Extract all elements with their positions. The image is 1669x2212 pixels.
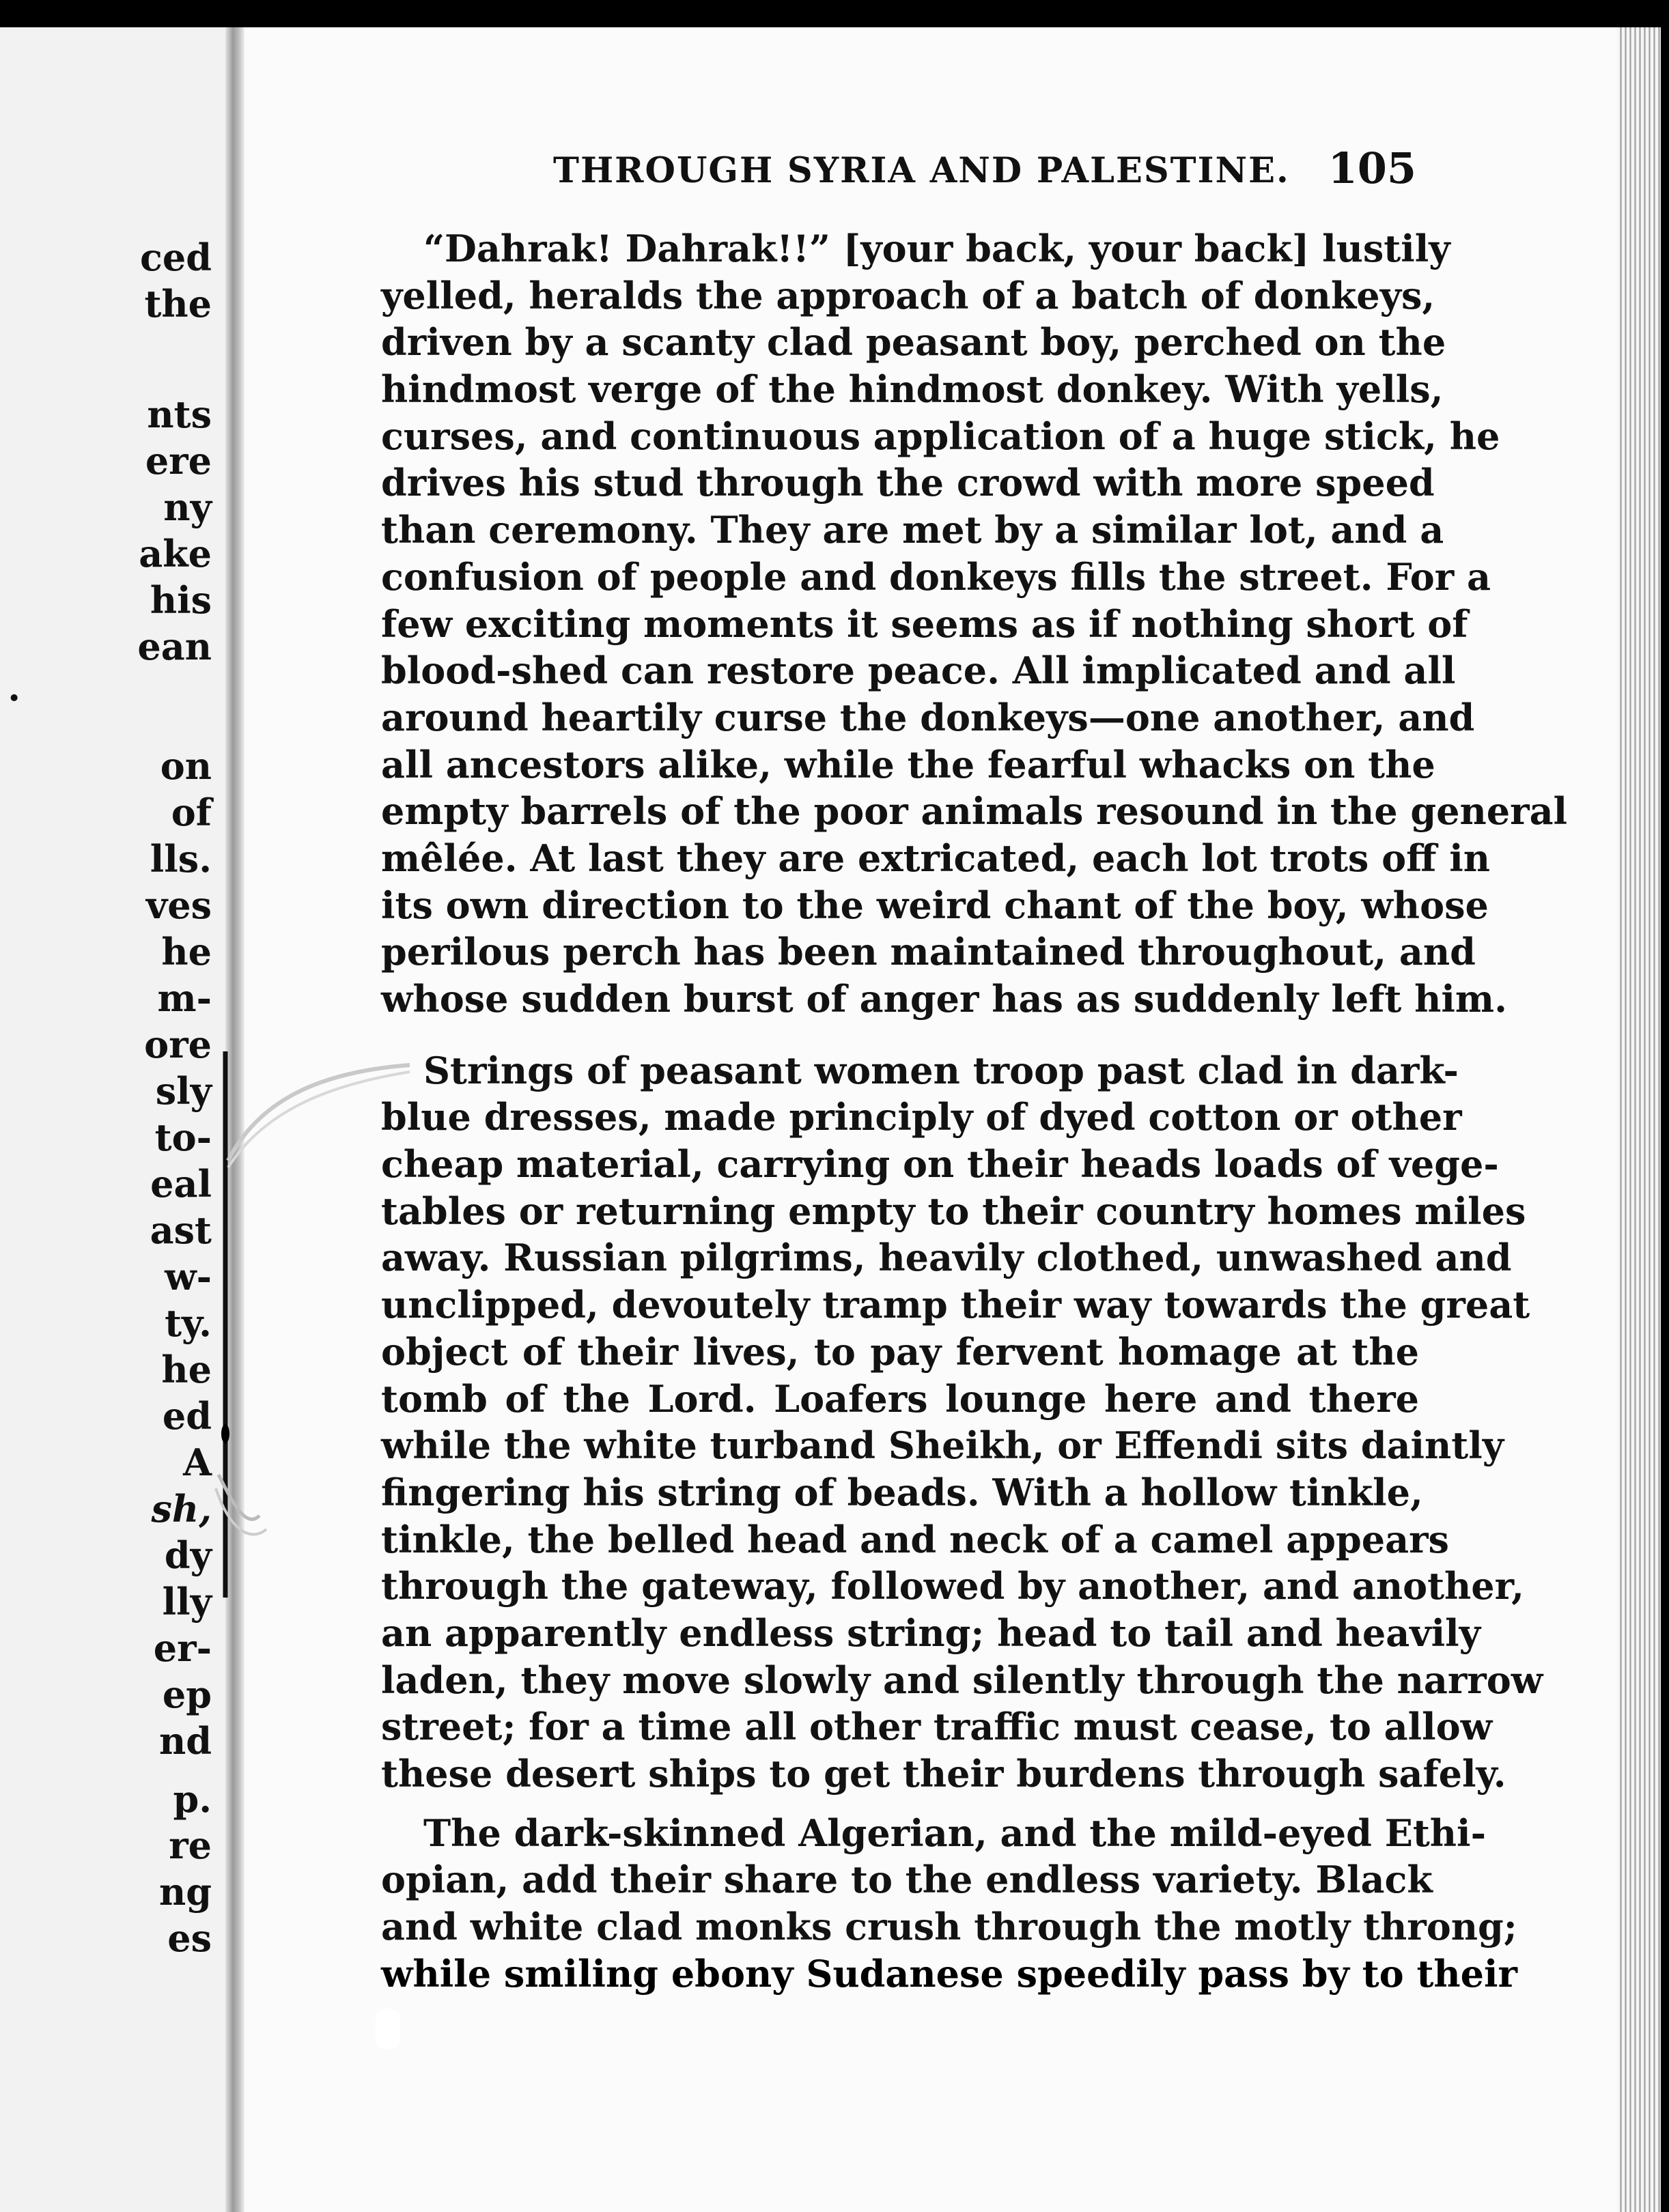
left-page [0, 27, 225, 2212]
left-fragment: A [183, 1441, 212, 1484]
left-fragment: he [161, 930, 212, 974]
text-line: “Dahrak! Dahrak!!” [your back, your back] lustily [423, 227, 1450, 270]
left-fragment: ast [150, 1208, 212, 1252]
text-line: mêlée. At last they are extricated, each lot trots off in [381, 836, 1491, 880]
left-fragment: he [161, 1348, 212, 1391]
text-line: Strings of peasant women troop past clad in dark- [423, 1048, 1459, 1092]
text-line: blood-shed can restore peace. All implicated and all [381, 649, 1456, 693]
left-fragment: nts [147, 393, 212, 436]
scan-border-top [0, 0, 1669, 27]
text-line: and white clad monks crush through the motly throng; [381, 1905, 1517, 1949]
paragraph-gap [381, 1798, 1419, 1810]
text-line: all ancestors alike, while the fearful whacks on the [381, 742, 1435, 786]
binding-thread-icon [205, 1051, 410, 1598]
left-fragment: ty. [165, 1301, 212, 1345]
text-line: opian, add their share to the endless variety. Black [381, 1858, 1433, 1902]
text-line: whose sudden burst of anger has as suddenly left him. [381, 977, 1507, 1021]
text-line: than ceremony. They are met by a similar lot, and a [381, 508, 1444, 552]
text-line: an apparently endless string; head to tail and heavily [381, 1611, 1481, 1655]
text-line: driven by a scanty clad peasant boy, perched on the [381, 320, 1446, 365]
paragraph-gap [381, 1023, 1419, 1047]
left-fragment: er- [153, 1626, 212, 1670]
left-fragment: of [171, 791, 212, 834]
left-fragment: ced [140, 236, 212, 279]
left-fragment: re [169, 1824, 212, 1867]
text-line: few exciting moments it seems as if nothing short of [381, 601, 1468, 646]
paper-smudge [376, 2009, 400, 2050]
left-fragment: lly [162, 1580, 212, 1623]
left-fragment: w- [165, 1255, 212, 1299]
text-line: perilous perch has been maintained throughout, and [381, 930, 1476, 974]
text-line: these desert ships to get their burdens through safely. [381, 1752, 1506, 1796]
text-line: confusion of people and donkeys fills the street. For a [381, 554, 1491, 599]
left-fragment: m- [157, 976, 212, 1020]
text-line: around heartily curse the donkeys—one another, and [381, 695, 1475, 739]
text-line: tinkle, the belled head and neck of a camel appears [381, 1517, 1449, 1561]
text-line: street; for a time all other traffic must cease, to allow [381, 1705, 1493, 1749]
left-fragment: ny [163, 485, 212, 529]
left-fragment: ed [162, 1394, 212, 1438]
left-fragment: lls. [150, 837, 212, 881]
running-title: THROUGH SYRIA AND PALESTINE. [553, 150, 1290, 191]
text-line: while the white turband Sheikh, or Effendi sits daintly [381, 1423, 1504, 1468]
text-line: The dark-skinned Algerian, and the mild-eyed Ethi- [423, 1811, 1486, 1855]
text-line: through the gateway, followed by another, and another, [381, 1564, 1524, 1608]
text-line: tomb of the Lord. Loafers lounge here and there [381, 1376, 1419, 1421]
text-line: tables or returning empty to their country homes miles [381, 1189, 1526, 1233]
left-fragment: ake [139, 532, 212, 576]
text-line: its own direction to the weird chant of the boy, whose [381, 883, 1489, 927]
left-fragment: ean [137, 625, 212, 668]
left-fragment: sly [155, 1069, 212, 1113]
text-line: while smiling ebony Sudanese speedily pass by to their [381, 1951, 1517, 1996]
left-fragment: dy [164, 1533, 212, 1577]
text-line: curses, and continuous application of a huge stick, he [381, 414, 1500, 458]
text-line: unclipped, devoutely tramp their way towards the great [381, 1283, 1530, 1327]
left-fragment: ves [145, 883, 212, 927]
left-fragment: es [167, 1916, 212, 1960]
left-fragment: sh, [151, 1487, 212, 1531]
text-line: hindmost verge of the hindmost donkey. With yells, [381, 367, 1444, 412]
left-fragment: p. [173, 1777, 212, 1821]
text-line: object of their lives, to pay fervent homage at the [381, 1329, 1419, 1374]
left-fragment: ore [144, 1023, 212, 1066]
left-fragment: ere [145, 439, 212, 483]
text-line: drives his stud through the crowd with more speed [381, 461, 1435, 505]
page-number: 105 [1328, 143, 1416, 193]
scan-border-right [1661, 27, 1669, 2212]
text-line: blue dresses, made principly of dyed cotton or other [381, 1095, 1462, 1139]
text-line: laden, they move slowly and silently through the narrow [381, 1658, 1543, 1702]
text-line: away. Russian pilgrims, heavily clothed, unwashed and [381, 1236, 1512, 1280]
left-fragment: ng [158, 1870, 212, 1914]
text-line: fingering his string of beads. With a hollow tinkle, [381, 1470, 1423, 1514]
body-text [381, 225, 1568, 1997]
text-line: cheap material, carrying on their heads loads of vege- [381, 1142, 1499, 1187]
left-fragment: nd [158, 1719, 212, 1763]
text-line: empty barrels of the poor animals resound in the general [381, 789, 1568, 834]
left-fragment: ep [162, 1673, 212, 1716]
left-fragment: the [144, 282, 212, 326]
left-fragment: on [160, 744, 212, 788]
left-fragment: to- [154, 1116, 212, 1159]
text-line: yelled, heralds the approach of a batch of donkeys, [381, 273, 1435, 317]
left-fragment: . [8, 666, 20, 709]
left-fragment: eal [150, 1162, 212, 1206]
left-fragment: his [150, 578, 212, 622]
